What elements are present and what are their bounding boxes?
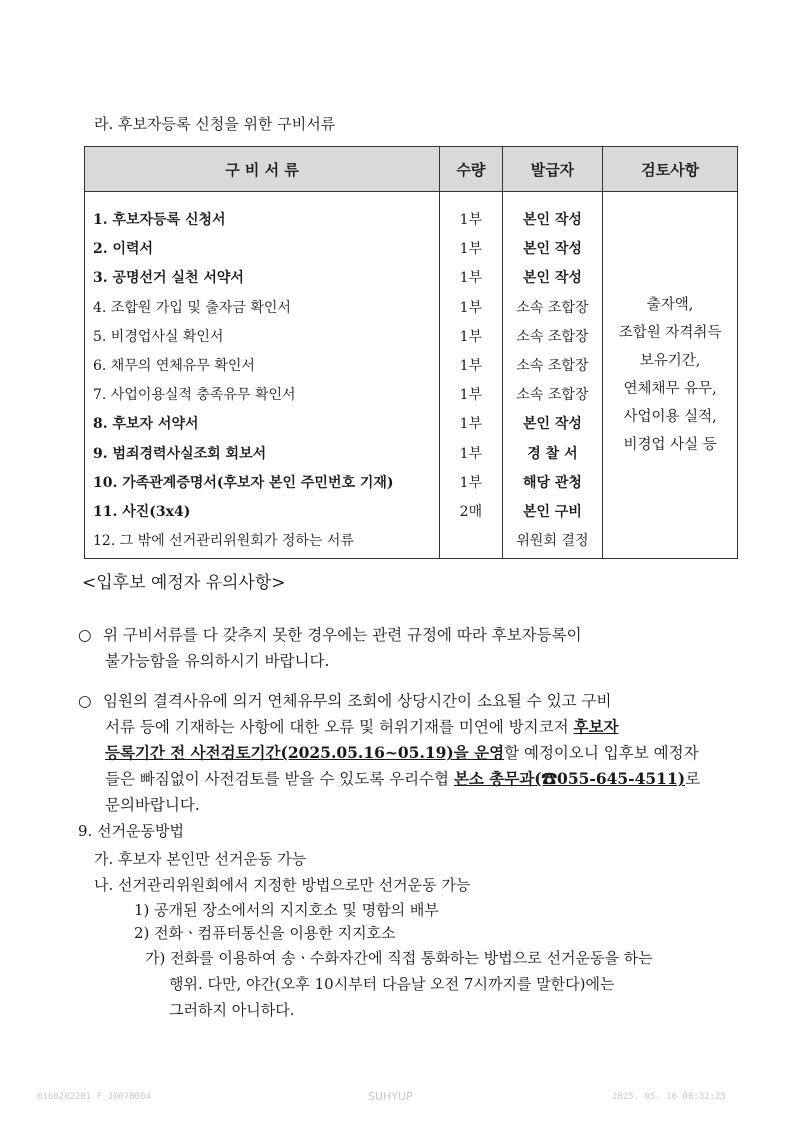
review-line: 연체채무 유무,	[623, 381, 717, 398]
bullet-circle-icon: ○	[78, 692, 92, 710]
quantity-cell: 1부	[459, 270, 483, 287]
issuer-cell: 소속 조합장	[516, 328, 589, 345]
section9-title: 9. 선거운동방법	[78, 822, 185, 840]
document-item: 12. 그 밖에 선거관리위원회가 정하는 서류	[93, 533, 354, 550]
issuer-cell: 해당 관청	[522, 474, 582, 491]
notice-line: 임원의 결격사유에 의거 연체유무의 조회에 상당시간이 소요될 수 있고 구비	[103, 692, 612, 710]
notice-line: 문의바랍니다.	[105, 796, 200, 814]
header-quantity: 수량	[440, 147, 503, 192]
quantity-cell: 2매	[459, 503, 483, 520]
footer-timestamp: 2025. 05. 16 08:32:25	[612, 1092, 726, 1102]
footer-doc-id: 0160202201 F_J0078004	[37, 1092, 151, 1102]
document-item: 4. 조합원 가입 및 출자금 확인서	[93, 299, 291, 316]
highlight-text: 후보자	[573, 717, 619, 736]
issuer-cell: 위원회 결정	[516, 533, 589, 550]
document-item: 9. 범죄경력사실조회 회보서	[93, 445, 267, 462]
notice-line	[103, 766, 743, 792]
quantity-cell: 1부	[459, 241, 483, 258]
issuer-cell: 경 찰 서	[527, 445, 578, 462]
issuer-cell: 본인 작성	[522, 416, 582, 433]
notice-line	[103, 740, 743, 766]
section9-item2: 2) 전화ㆍ컴퓨터통신을 이용한 지지호소	[134, 924, 396, 942]
issuer-cell: 소속 조합장	[516, 299, 589, 316]
documents-column	[85, 192, 440, 559]
highlight-text: 등록기간 전 사전검토기간(2025.05.16~05.19)을 운영	[105, 743, 505, 762]
contact-text: 본소 총무과(☎055-645-4511)	[453, 769, 686, 788]
section9-item1: 1) 공개된 장소에서의 지지호소 및 명함의 배부	[134, 901, 439, 919]
header-issuer: 발급자	[502, 147, 602, 192]
issuer-cell: 본인 작성	[522, 212, 582, 228]
issuer-cell: 본인 작성	[522, 270, 582, 287]
issuer-cell: 소속 조합장	[516, 357, 589, 374]
notice-text: 로	[685, 770, 701, 788]
section9-sub-ga-3: 그러하지 아니하다.	[169, 1001, 295, 1019]
review-line: 보유기간,	[639, 353, 701, 370]
quantity-cell: 1부	[459, 299, 483, 316]
table-header-row	[85, 147, 738, 192]
notice-line: 불가능함을 유의하시기 바랍니다.	[105, 652, 330, 670]
document-item: 5. 비경업사실 확인서	[93, 328, 224, 345]
quantity-cell	[440, 527, 502, 556]
quantity-cell: 1부	[459, 445, 483, 462]
review-line: 비경업 사실 등	[623, 437, 717, 454]
document-item: 6. 채무의 연체유무 확인서	[93, 357, 255, 374]
header-review: 검토사항	[603, 147, 738, 192]
document-item: 2. 이력서	[93, 241, 154, 258]
header-documents: 구 비 서 류	[85, 147, 440, 192]
document-item: 7. 사업이용실적 충족유무 확인서	[93, 387, 296, 404]
review-line: 사업이용 실적,	[623, 409, 717, 426]
quantity-column	[440, 192, 503, 559]
document-item: 11. 사진(3x4)	[93, 503, 191, 520]
section9-ga: 가. 후보자 본인만 선거운동 가능	[94, 850, 307, 868]
quantity-cell: 1부	[459, 387, 483, 404]
review-line: 출자액,	[646, 297, 694, 314]
quantity-cell: 1부	[459, 212, 483, 228]
quantity-cell: 1부	[459, 328, 483, 345]
issuer-column	[502, 192, 602, 559]
notice-line: 위 구비서류를 다 갖추지 못한 경우에는 관련 규정에 따라 후보자등록이	[103, 626, 582, 644]
document-item: 10. 가족관계증명서(후보자 본인 주민번호 기재)	[93, 474, 394, 491]
section9-na: 나. 선거관리위원회에서 지정한 방법으로만 선거운동 가능	[94, 876, 471, 894]
document-item: 3. 공명선거 실천 서약서	[93, 270, 244, 287]
notice-text: 들은 빠짐없이 사전검토를 받을 수 있도록 우리수협	[105, 770, 454, 788]
section-title: 라. 후보자등록 신청을 위한 구비서류	[94, 115, 336, 133]
documents-table	[84, 146, 738, 559]
notice-title: <입후보 예정자 유의사항>	[82, 573, 286, 593]
quantity-cell: 1부	[459, 474, 483, 491]
issuer-cell: 본인 작성	[522, 241, 582, 258]
review-column	[603, 192, 738, 559]
section9-sub-ga-2: 행위. 다만, 야간(오후 10시부터 다음날 오전 7시까지를 말한다)에는	[169, 975, 615, 993]
section9-sub-ga-1: 가) 전화를 이용하여 송ㆍ수화자간에 직접 통화하는 방법으로 선거운동을 하는	[145, 949, 653, 967]
notice-line	[103, 714, 743, 740]
bullet-circle-icon: ○	[78, 626, 92, 644]
document-item: 8. 후보자 서약서	[93, 416, 199, 433]
footer-watermark: SUHYUP	[368, 1090, 413, 1103]
notice-text: 서류 등에 기재하는 사항에 대한 오류 및 허위기재를 미연에 방지코저	[105, 718, 574, 736]
notice-text: 할 예정이오니 입후보 예정자	[504, 744, 699, 762]
issuer-cell: 소속 조합장	[516, 387, 589, 404]
document-item: 1. 후보자등록 신청서	[93, 212, 226, 228]
quantity-cell: 1부	[459, 416, 483, 433]
review-line: 조합원 자격취득	[618, 325, 722, 342]
quantity-cell: 1부	[459, 357, 483, 374]
issuer-cell: 본인 구비	[522, 503, 582, 520]
